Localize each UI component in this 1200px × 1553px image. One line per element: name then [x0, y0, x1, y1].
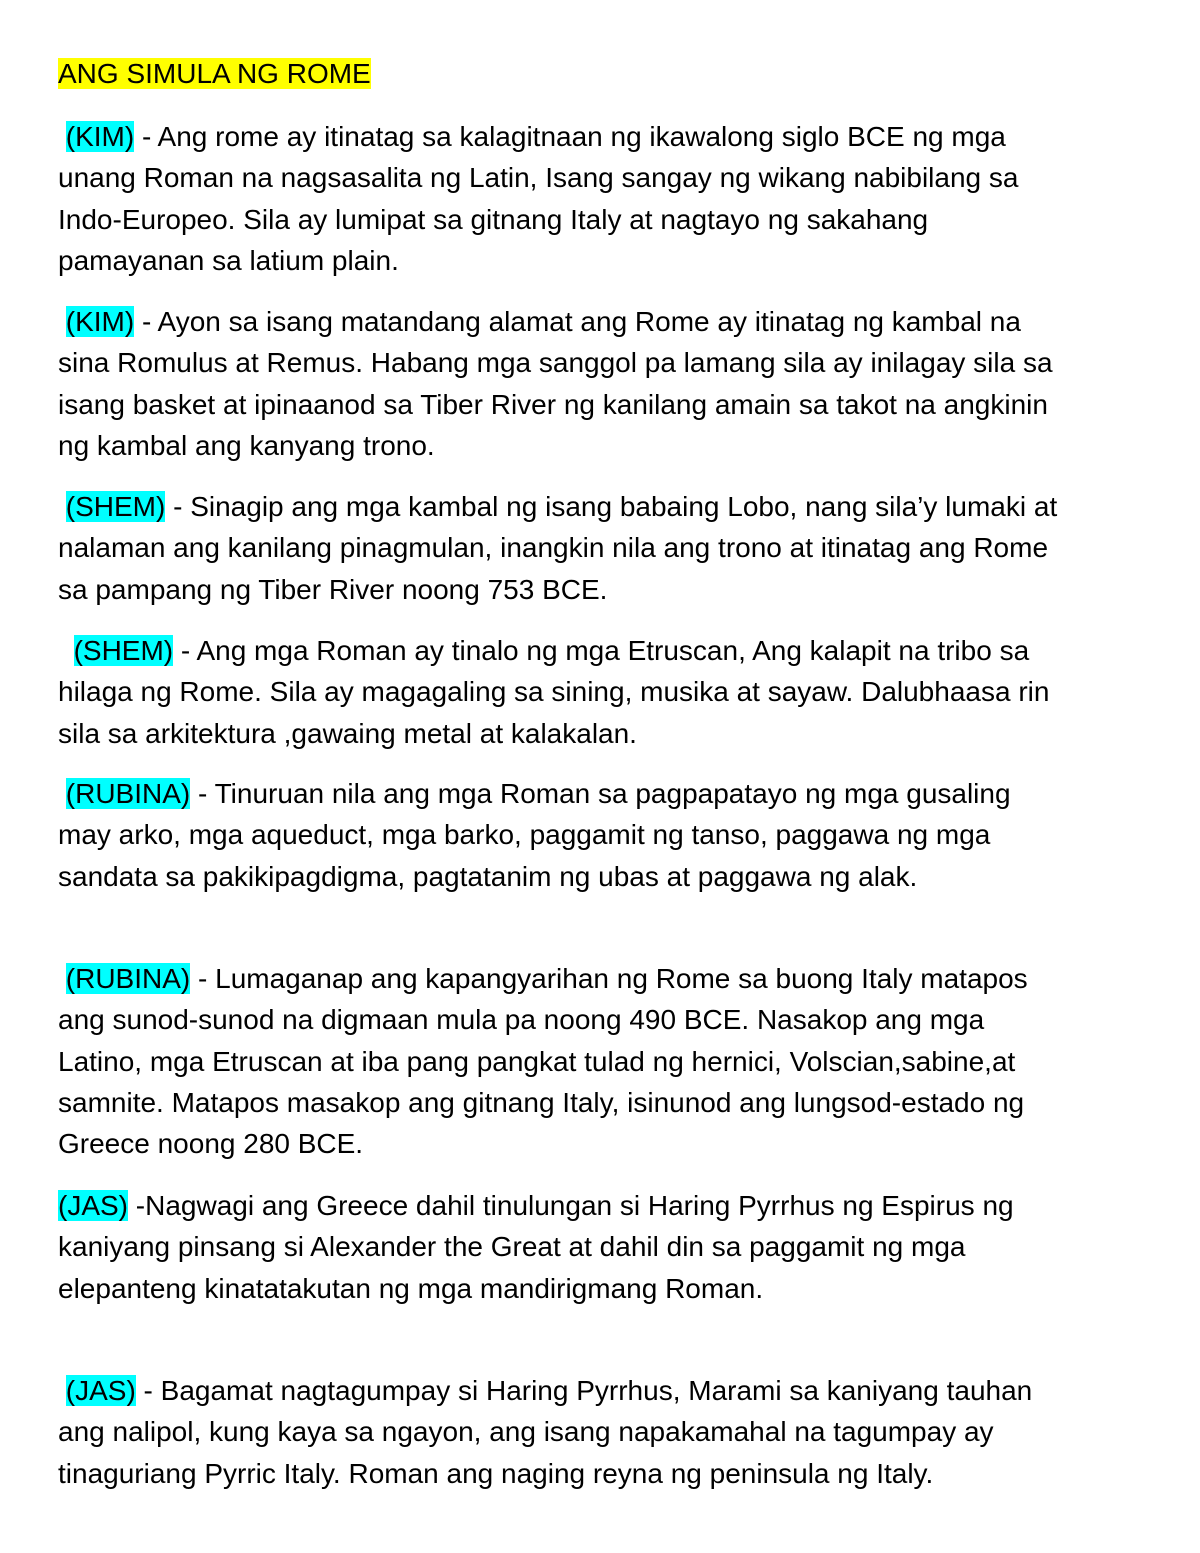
speaker-label: (KIM): [65, 121, 135, 152]
paragraph-6: [58, 958, 1068, 1164]
paragraph-text: - Tinuruan nila ang mga Roman sa pagpapatayo ng mga gusaling may arko, mga aqueduct, mga barko, paggamit ng tanso, paggawa ng mga sandata sa pakikipagdigma, pagtatanim ng ubas at paggawa ng alak.: [58, 778, 1011, 892]
speaker-label: (SHEM): [65, 491, 166, 522]
speaker-label: (RUBINA): [65, 963, 191, 994]
paragraph-8: [58, 1370, 1068, 1494]
speaker-label: (KIM): [65, 306, 135, 337]
speaker-label: (RUBINA): [65, 778, 191, 809]
title-highlight: ANG SIMULA NG ROME: [58, 58, 371, 89]
paragraph-text: - Ang rome ay itinatag sa kalagitnaan ng ikawalong siglo BCE ng mga unang Roman na nagsasalita ng Latin, Isang sangay ng wikang nabibilang sa Indo-Europeo. Sila ay lumipat sa gitnang Italy at nagtayo ng sakahang pamayanan sa latium plain.: [58, 121, 1019, 276]
paragraph-5: [58, 773, 1068, 897]
document-title: [58, 56, 371, 92]
speaker-label: (JAS): [65, 1375, 136, 1406]
speaker-label: (JAS): [58, 1190, 128, 1221]
paragraph-7: [58, 1185, 1068, 1309]
paragraph-text: - Bagamat nagtagumpay si Haring Pyrrhus, Marami sa kaniyang tauhan ang nalipol, kung kaya sa ngayon, ang isang napakamahal na tagumpay ay tinaguriang Pyrric Italy. Roman ang naging reyna ng peninsula ng Italy.: [58, 1375, 1033, 1489]
paragraph-1: [58, 116, 1068, 281]
speaker-label: (SHEM): [73, 635, 174, 666]
paragraph-text: - Sinagip ang mga kambal ng isang babaing Lobo, nang sila’y lumaki at nalaman ang kanilang pinagmulan, inangkin nila ang trono at itinatag ang Rome sa pampang ng Tiber River noong 753 BCE.: [58, 491, 1058, 605]
paragraph-2: [58, 301, 1068, 466]
paragraph-4: [58, 630, 1068, 754]
paragraph-text: - Lumaganap ang kapangyarihan ng Rome sa buong Italy matapos ang sunod-sunod na digmaan mula pa noong 490 BCE. Nasakop ang mga Latino, mga Etruscan at iba pang pangkat tulad ng hernici, Volscian,sabine,at samnite. Matapos masakop ang gitnang Italy, isinunod ang lungsod-estado ng Greece noong 280 BCE.: [58, 963, 1028, 1160]
paragraph-3: [58, 486, 1068, 610]
paragraph-text: -Nagwagi ang Greece dahil tinulungan si Haring Pyrrhus ng Espirus ng kaniyang pinsang si Alexander the Great at dahil din sa paggamit ng mga elepanteng kinatatakutan ng mga mandirigmang Roman.: [58, 1190, 1014, 1304]
paragraph-text: - Ang mga Roman ay tinalo ng mga Etruscan, Ang kalapit na tribo sa hilaga ng Rome. Sila ay magagaling sa sining, musika at sayaw. Dalubhaasa rin sila sa arkitektura ,gawaing metal at kalakalan.: [58, 635, 1050, 749]
paragraph-text: - Ayon sa isang matandang alamat ang Rome ay itinatag ng kambal na sina Romulus at Remus. Habang mga sanggol pa lamang sila ay inilagay sila sa isang basket at ipinaanod sa Tiber River ng kanilang amain sa takot na angkinin ng kambal ang kanyang trono.: [58, 306, 1053, 461]
